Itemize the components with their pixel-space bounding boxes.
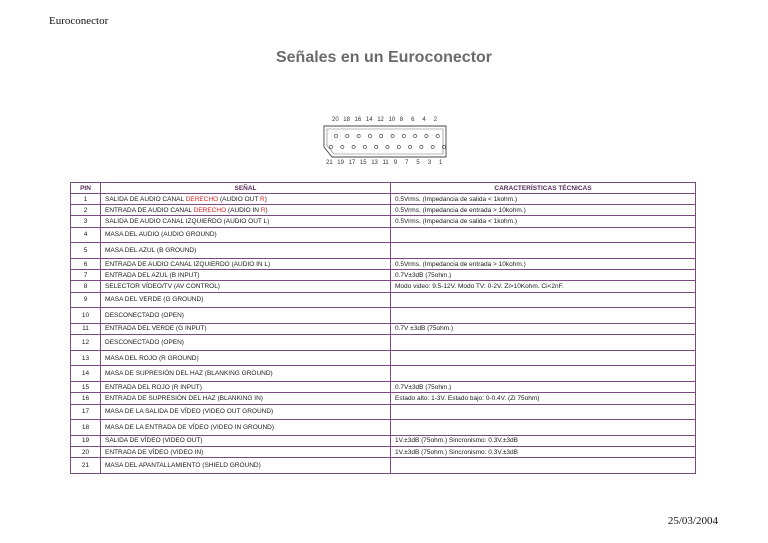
scart-connector-diagram: [318, 117, 450, 173]
pin-hole-icon: [414, 134, 417, 137]
pin-cell: 21: [71, 458, 101, 474]
signal-text: ): [264, 195, 267, 203]
signal-cell: [101, 382, 391, 393]
signal-cell: [101, 216, 391, 227]
specs-cell: 0.7V±3dB (75ohm.): [391, 382, 696, 393]
table-row: [71, 447, 696, 458]
signal-text: SALIDA DE AUDIO CANAL: [105, 195, 186, 203]
pin-number-label: 16: [354, 117, 362, 123]
specs-cell: [391, 227, 696, 243]
specs-cell: [391, 335, 696, 351]
pin-cell: 2: [71, 205, 101, 216]
highlighted-signal-text: R: [259, 195, 265, 203]
highlighted-signal-text: R: [260, 206, 266, 214]
signal-text: MASA DEL VERDE (G GROUND): [105, 296, 204, 304]
pin-cell: 10: [71, 308, 101, 324]
signal-text: ): [265, 206, 268, 214]
page-title: Señales en un Euroconector: [275, 49, 493, 66]
pin-cell: 8: [71, 281, 101, 292]
specs-cell: 0.7V ±3dB (75ohm.): [391, 323, 696, 334]
pin-cell: 18: [71, 420, 101, 436]
column-header-pin: PIN: [71, 183, 101, 194]
specs-cell: [391, 458, 696, 474]
signal-text: SALIDA DE AUDIO CANAL IZQUIERDO (AUDIO OUT L): [105, 217, 270, 225]
signal-cell: [101, 281, 391, 292]
signal-cell: [101, 292, 391, 308]
table-row: [71, 382, 696, 393]
specs-cell: Estado alto: 1-3V. Estado bajo: 0-0.4V. (Zi 75ohm): [391, 393, 696, 404]
pin-number-label: 21: [326, 160, 333, 166]
signal-cell: [101, 447, 391, 458]
pin-cell: 15: [71, 382, 101, 393]
signal-text: ENTRADA DE VÍDEO (VIDEO IN): [105, 448, 204, 456]
table-row: [71, 258, 696, 269]
pin-hole-icon: [368, 134, 371, 137]
table-row: [71, 350, 696, 366]
signal-text: MASA DE SUPRESIÓN DEL HAZ (BLANKING GROUND): [105, 370, 273, 378]
pin-cell: 4: [71, 227, 101, 243]
pin-number-label: 5: [416, 160, 420, 166]
pin-hole-icon: [409, 145, 412, 148]
pin-hole-icon: [380, 134, 383, 137]
signal-cell: [101, 404, 391, 420]
signal-text: MASA DE LA SALIDA DE VÍDEO (VIDEO OUT GROUND): [105, 408, 274, 416]
signal-cell: [101, 420, 391, 436]
pin-cell: 11: [71, 323, 101, 334]
table-row: [71, 335, 696, 351]
pin-hole-icon: [363, 145, 366, 148]
pin-cell: 9: [71, 292, 101, 308]
signal-text: (AUDIO OUT: [218, 195, 260, 203]
signal-cell: [101, 350, 391, 366]
signal-cell: [101, 308, 391, 324]
signal-text: ENTRADA DEL VERDE (G INPUT): [105, 325, 207, 333]
table-row: [71, 270, 696, 281]
specs-cell: 0.5Vrms. (Impedancia de salida < 1kohm.): [391, 216, 696, 227]
pin-hole-icon: [391, 134, 394, 137]
table-row: [71, 205, 696, 216]
pin-hole-icon: [386, 145, 389, 148]
table-row: [71, 216, 696, 227]
pin-hole-icon: [329, 145, 332, 148]
table-row: [71, 458, 696, 474]
signal-cell: [101, 335, 391, 351]
pin-cell: 17: [71, 404, 101, 420]
pin-number-label: 7: [405, 160, 409, 166]
pin-number-label: 19: [337, 160, 344, 166]
pin-hole-icon: [341, 145, 344, 148]
signal-text: ENTRADA DE AUDIO CANAL IZQUIERDO (AUDIO IN L): [105, 260, 271, 268]
specs-cell: 1V.±3dB (75ohm.) Sincronismo: 0.3V.±3dB: [391, 435, 696, 446]
specs-cell: [391, 243, 696, 259]
specs-cell: 0.5Vrms. (Impedancia de entrada > 10kohm.): [391, 258, 696, 269]
pin-cell: 16: [71, 393, 101, 404]
signal-text: ENTRADA DE AUDIO CANAL: [105, 206, 194, 214]
column-header-specs: CARACTERÍSTICAS TÉCNICAS: [391, 183, 696, 194]
signal-text: ENTRADA DE SUPRESIÓN DEL HAZ (BLANKING IN): [105, 394, 263, 402]
pin-number-label: 18: [343, 117, 350, 123]
signal-cell: [101, 393, 391, 404]
pin-number-label: 9: [393, 160, 398, 166]
signal-text: ENTRADA DEL AZUL (B INPUT): [105, 271, 200, 279]
signal-text: MASA DEL AUDIO (AUDIO GROUND): [105, 231, 217, 239]
signal-text: (AUDIO IN: [226, 206, 261, 214]
pin-cell: 19: [71, 435, 101, 446]
pin-hole-icon: [352, 145, 355, 148]
specs-cell: [391, 420, 696, 436]
signal-text: DESCONECTADO (OPEN): [105, 312, 184, 320]
signal-text: MASA DEL APANTALLAMIENTO (SHIELD GROUND): [105, 462, 261, 470]
pin-cell: 12: [71, 335, 101, 351]
signals-table: [70, 182, 696, 474]
signal-cell: [101, 243, 391, 259]
specs-cell: [391, 292, 696, 308]
pin-number-label: 1: [439, 160, 443, 166]
pin-number-label: 15: [359, 160, 367, 166]
pin-cell: 6: [71, 258, 101, 269]
table-row: [71, 393, 696, 404]
specs-cell: 0.5Vrms. (Impedancia de entrada > 10kohm.): [391, 205, 696, 216]
pin-number-label: 3: [427, 160, 432, 166]
pin-number-label: 6: [411, 117, 415, 123]
pin-number-label: 2: [433, 117, 438, 123]
pin-hole-icon: [397, 145, 400, 148]
specs-cell: [391, 366, 696, 382]
pin-cell: 13: [71, 350, 101, 366]
highlighted-signal-text: DERECHO: [185, 195, 219, 203]
pin-number-label: 11: [382, 160, 389, 166]
pin-hole-icon: [334, 134, 337, 137]
specs-cell: 0.5Vrms. (Impedancia de salida < 1kohm.): [391, 194, 696, 205]
specs-cell: 1V.±3dB (75ohm.) Sincronismo: 0.3V.±3dB: [391, 447, 696, 458]
table-row: [71, 292, 696, 308]
pin-hole-icon: [357, 134, 360, 137]
signal-cell: [101, 435, 391, 446]
table-row: [71, 281, 696, 292]
table-row: [71, 366, 696, 382]
signal-text: MASA DEL ROJO (R GROUND): [105, 354, 199, 362]
table-row: [71, 308, 696, 324]
signal-text: DESCONECTADO (OPEN): [105, 338, 184, 346]
table-row: [71, 243, 696, 259]
pin-hole-icon: [402, 134, 405, 137]
pin-number-label: 4: [422, 117, 426, 123]
signal-cell: [101, 227, 391, 243]
pin-cell: 20: [71, 447, 101, 458]
pin-hole-icon: [346, 134, 349, 137]
signal-cell: [101, 258, 391, 269]
pin-cell: 1: [71, 194, 101, 205]
highlighted-signal-text: DERECHO: [193, 206, 227, 214]
table-row: [71, 435, 696, 446]
pin-number-label: 8: [399, 117, 404, 123]
pin-hole-icon: [431, 145, 434, 148]
signal-cell: [101, 194, 391, 205]
specs-cell: [391, 350, 696, 366]
pin-cell: 5: [71, 243, 101, 259]
pin-number-label: 13: [371, 160, 378, 166]
table-row: [71, 323, 696, 334]
pin-cell: 7: [71, 270, 101, 281]
table-header-row: [71, 183, 696, 194]
pin-number-label: 17: [348, 160, 356, 166]
pin-hole-icon: [420, 145, 423, 148]
table-row: [71, 227, 696, 243]
signal-cell: [101, 323, 391, 334]
table-row: [71, 194, 696, 205]
table-row: [71, 404, 696, 420]
specs-cell: [391, 404, 696, 420]
specs-cell: Modo video: 9.5-12V. Modo TV: 0-2V. Zi>10Kohm. Ci<2nF.: [391, 281, 696, 292]
specs-cell: 0.7V±3dB (75ohm.): [391, 270, 696, 281]
signal-cell: [101, 458, 391, 474]
signal-cell: [101, 270, 391, 281]
column-header-signal: SEÑAL: [101, 183, 391, 194]
pin-number-label: 12: [377, 117, 384, 123]
table-row: [71, 420, 696, 436]
signal-text: SELECTOR VÍDEO/TV (AV CONTROL): [105, 282, 220, 290]
specs-cell: [391, 308, 696, 324]
signal-text: MASA DEL AZUL (B GROUND): [105, 247, 197, 255]
pin-number-label: 20: [332, 117, 339, 123]
signal-text: SALIDA DE VÍDEO (VIDEO OUT): [105, 437, 203, 445]
pin-number-label: 10: [388, 117, 396, 123]
signal-cell: [101, 366, 391, 382]
pin-hole-icon: [375, 145, 378, 148]
footer-date: 25/03/2004: [667, 515, 718, 527]
pin-hole-icon: [425, 134, 428, 137]
pin-cell: 3: [71, 216, 101, 227]
signal-cell: [101, 205, 391, 216]
pin-cell: 14: [71, 366, 101, 382]
pin-hole-icon: [436, 134, 439, 137]
pin-number-label: 14: [365, 117, 373, 123]
signal-text: ENTRADA DEL ROJO (R INPUT): [105, 383, 202, 391]
signal-text: MASA DE LA ENTRADA DE VÍDEO (VIDEO IN GROUND): [105, 424, 275, 432]
document-header: Euroconector: [49, 15, 109, 27]
